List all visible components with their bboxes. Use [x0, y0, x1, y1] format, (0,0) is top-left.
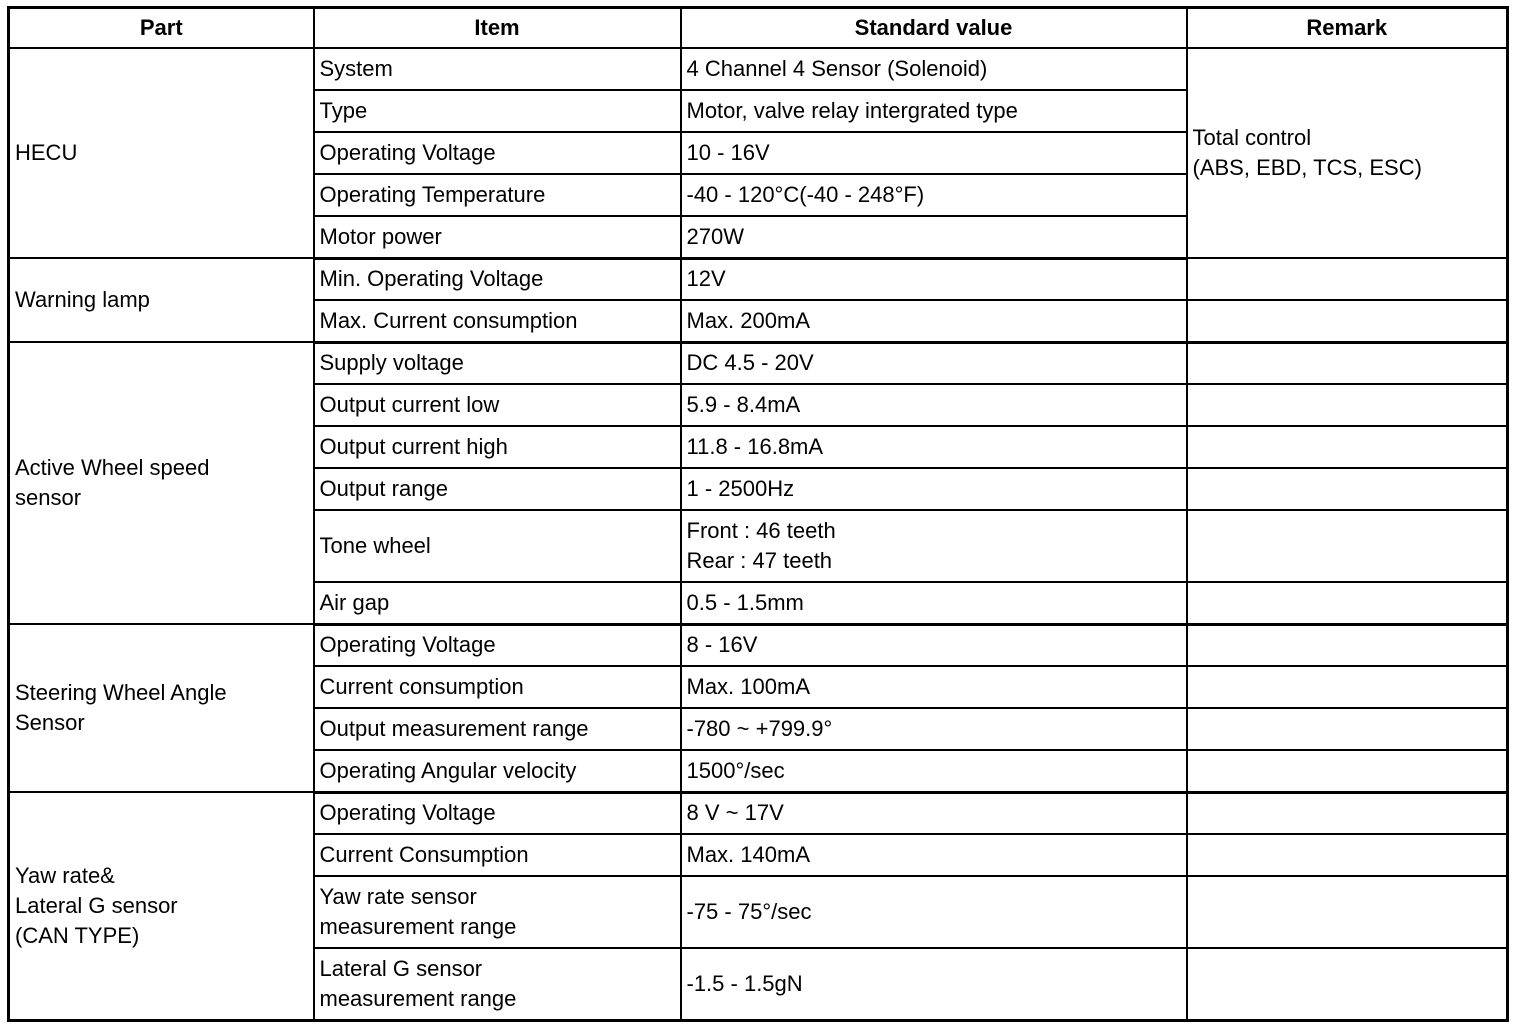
- item-cell: Current consumption: [314, 666, 681, 708]
- value-cell: Max. 200mA: [681, 300, 1187, 342]
- item-cell: Operating Voltage: [314, 624, 681, 666]
- value-cell: 0.5 - 1.5mm: [681, 582, 1187, 624]
- item-cell: Operating Temperature: [314, 174, 681, 216]
- remark-cell: [1187, 876, 1508, 948]
- item-cell: Motor power: [314, 216, 681, 258]
- item-cell: Current Consumption: [314, 834, 681, 876]
- remark-cell: [1187, 510, 1508, 582]
- header-item: Item: [314, 8, 681, 49]
- value-cell: Front : 46 teeth Rear : 47 teeth: [681, 510, 1187, 582]
- remark-cell: [1187, 948, 1508, 1020]
- table-row: [9, 624, 1508, 666]
- value-cell: 8 V ~ 17V: [681, 792, 1187, 834]
- item-cell: Air gap: [314, 582, 681, 624]
- item-cell: Type: [314, 90, 681, 132]
- table-row: [9, 258, 1508, 300]
- item-cell: Supply voltage: [314, 342, 681, 384]
- header-remark: Remark: [1187, 8, 1508, 49]
- value-cell: 8 - 16V: [681, 624, 1187, 666]
- remark-cell: [1187, 426, 1508, 468]
- item-cell: Output range: [314, 468, 681, 510]
- item-cell: Min. Operating Voltage: [314, 258, 681, 300]
- value-cell: 12V: [681, 258, 1187, 300]
- header-part: Part: [9, 8, 314, 49]
- table-row: [9, 48, 1508, 90]
- table-row: [9, 792, 1508, 834]
- item-cell: Lateral G sensor measurement range: [314, 948, 681, 1020]
- value-cell: 1500°/sec: [681, 750, 1187, 792]
- item-cell: System: [314, 48, 681, 90]
- table-row: [9, 342, 1508, 384]
- value-cell: Max. 140mA: [681, 834, 1187, 876]
- remark-cell: [1187, 750, 1508, 792]
- value-cell: 4 Channel 4 Sensor (Solenoid): [681, 48, 1187, 90]
- value-cell: -780 ~ +799.9°: [681, 708, 1187, 750]
- header-standard-value: Standard value: [681, 8, 1187, 49]
- remark-cell: [1187, 468, 1508, 510]
- remark-cell: [1187, 384, 1508, 426]
- value-cell: DC 4.5 - 20V: [681, 342, 1187, 384]
- part-cell: Warning lamp: [9, 258, 314, 342]
- spec-table: [7, 6, 1509, 1022]
- remark-cell: Total control (ABS, EBD, TCS, ESC): [1187, 48, 1508, 258]
- remark-cell: [1187, 792, 1508, 834]
- value-cell: 270W: [681, 216, 1187, 258]
- part-cell: Steering Wheel Angle Sensor: [9, 624, 314, 792]
- value-cell: Max. 100mA: [681, 666, 1187, 708]
- part-cell: Yaw rate& Lateral G sensor (CAN TYPE): [9, 792, 314, 1020]
- value-cell: -40 - 120°C(-40 - 248°F): [681, 174, 1187, 216]
- value-cell: Motor, valve relay intergrated type: [681, 90, 1187, 132]
- item-cell: Operating Voltage: [314, 792, 681, 834]
- part-cell: HECU: [9, 48, 314, 258]
- remark-cell: [1187, 258, 1508, 300]
- value-cell: -75 - 75°/sec: [681, 876, 1187, 948]
- remark-cell: [1187, 582, 1508, 624]
- item-cell: Tone wheel: [314, 510, 681, 582]
- part-cell: Active Wheel speed sensor: [9, 342, 314, 624]
- item-cell: Max. Current consumption: [314, 300, 681, 342]
- value-cell: 5.9 - 8.4mA: [681, 384, 1187, 426]
- value-cell: 11.8 - 16.8mA: [681, 426, 1187, 468]
- remark-cell: [1187, 666, 1508, 708]
- item-cell: Output current low: [314, 384, 681, 426]
- value-cell: 10 - 16V: [681, 132, 1187, 174]
- remark-cell: [1187, 834, 1508, 876]
- item-cell: Yaw rate sensor measurement range: [314, 876, 681, 948]
- item-cell: Operating Voltage: [314, 132, 681, 174]
- value-cell: -1.5 - 1.5gN: [681, 948, 1187, 1020]
- item-cell: Operating Angular velocity: [314, 750, 681, 792]
- remark-cell: [1187, 624, 1508, 666]
- header-row: [9, 8, 1508, 49]
- remark-cell: [1187, 342, 1508, 384]
- value-cell: 1 - 2500Hz: [681, 468, 1187, 510]
- item-cell: Output current high: [314, 426, 681, 468]
- item-cell: Output measurement range: [314, 708, 681, 750]
- remark-cell: [1187, 300, 1508, 342]
- remark-cell: [1187, 708, 1508, 750]
